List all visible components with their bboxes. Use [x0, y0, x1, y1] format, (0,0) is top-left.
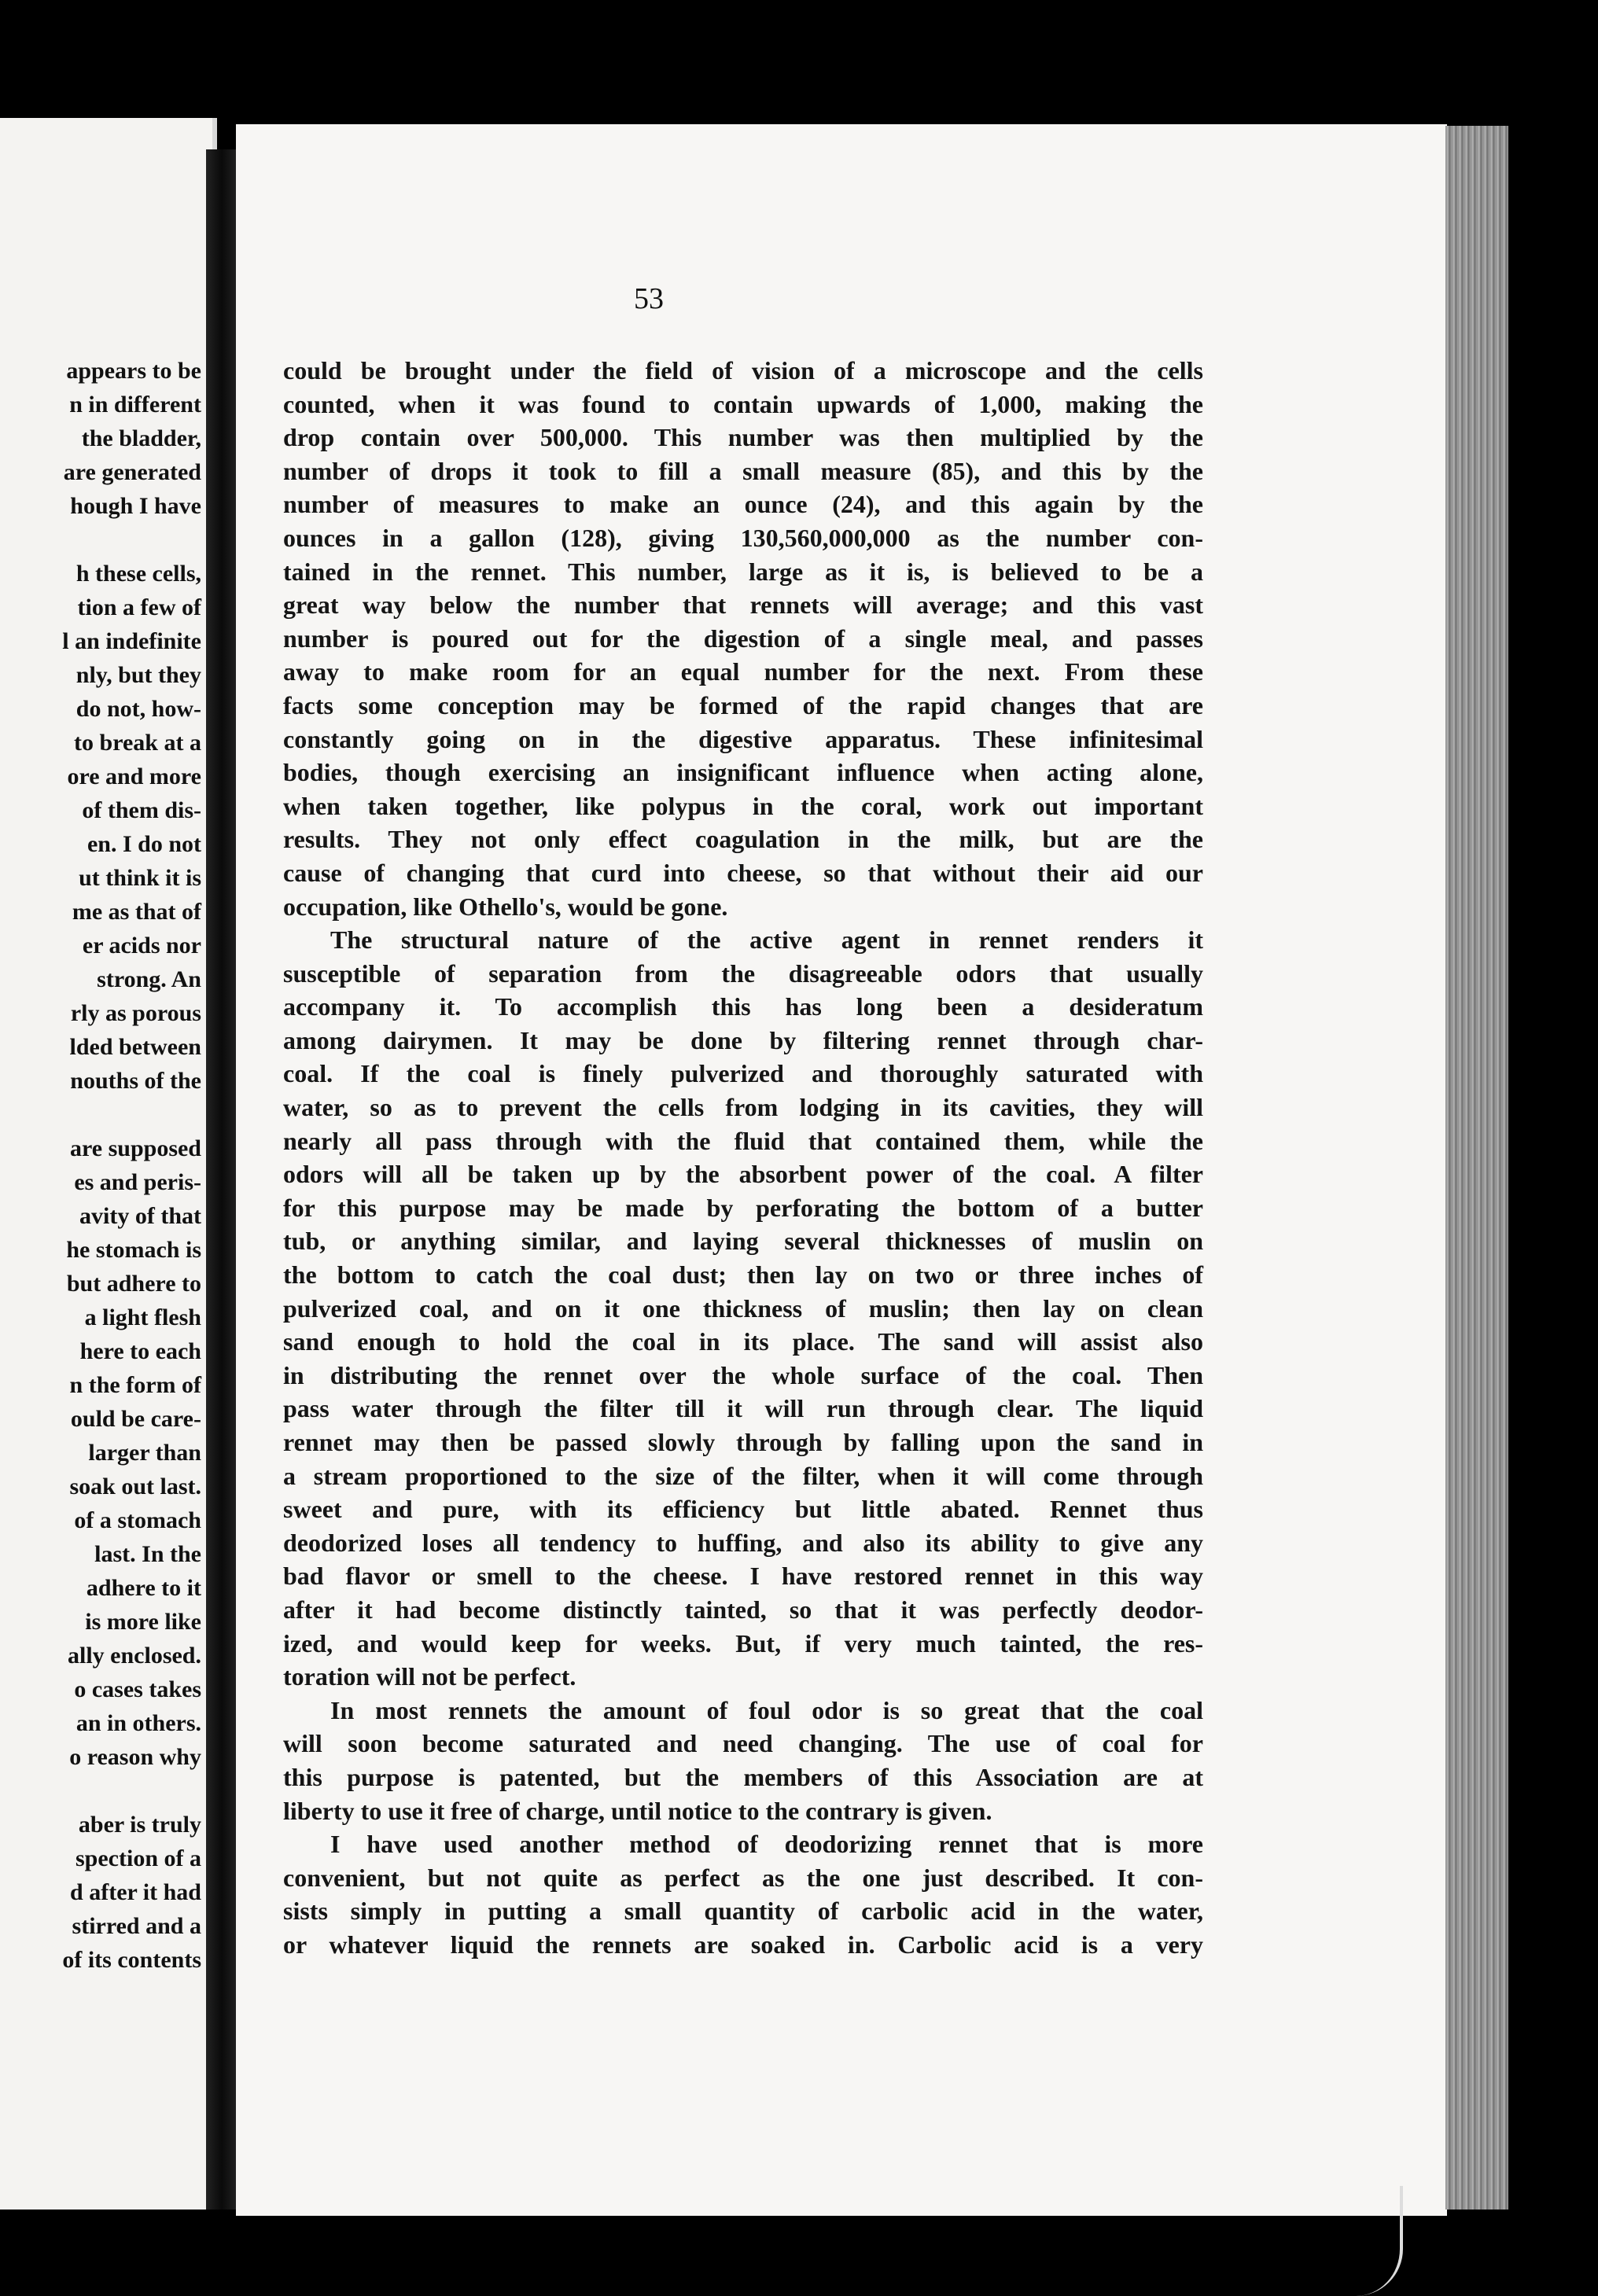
left-page-line: but adhere to [66, 1271, 201, 1297]
left-page-line: me as that of [72, 899, 201, 925]
left-facing-page [0, 118, 217, 2210]
left-page-line [0, 1774, 201, 1808]
text-line: for this purpose may be made by perforating the bottom of a butter [283, 1193, 1203, 1222]
left-page-line: the bladder, [81, 425, 201, 451]
left-page-line: n in different [69, 392, 201, 418]
text-line: bodies, though exercising an insignificant influence when acting alone, [283, 758, 1203, 787]
book-gutter [206, 149, 237, 2210]
left-page-line: soak out last. [69, 1474, 201, 1499]
left-page-line: ore and more [67, 763, 201, 789]
text-line: after it had become distinctly tainted, so that it was perfectly deodor- [283, 1595, 1203, 1624]
left-page-line: last. In the [94, 1541, 201, 1567]
text-line: convenient, but not quite as perfect as the one just described. It con- [283, 1863, 1203, 1892]
page-number-text: 53 [634, 282, 664, 315]
text-line: pulverized coal, and on it one thickness of muslin; then lay on clean [283, 1293, 1203, 1323]
right-page [236, 124, 1447, 2216]
text-line: sists simply in putting a small quantity of carbolic acid in the water, [283, 1897, 1203, 1926]
text-line: sand enough to hold the coal in its place. The sand will assist also [283, 1327, 1203, 1356]
left-page-line: er acids nor [82, 933, 201, 959]
left-page-line: en. I do not [87, 831, 201, 857]
text-line: toration will not be perfect. [283, 1662, 576, 1691]
text-line: occupation, like Othello's, would be gone. [283, 892, 728, 921]
text-line: great way below the number that rennets will average; and this vast [283, 591, 1203, 620]
left-page-line: lded between [69, 1034, 201, 1060]
left-page-line: here to each [79, 1338, 201, 1364]
left-page-line [0, 523, 201, 557]
text-line: nearly all pass through with the fluid that contained them, while the [283, 1126, 1203, 1155]
text-line: results. They not only effect coagulation in the milk, but are the [283, 825, 1203, 854]
text-line: could be brought under the field of vision of a microscope and the cells [283, 356, 1203, 385]
text-line: drop contain over 500,000. This number was then multiplied by the [283, 423, 1203, 452]
text-line: or whatever liquid the rennets are soaked in. Carbolic acid is a very [283, 1930, 1203, 1959]
text-line: deodorized loses all tendency to huffing, and also its ability to give any [283, 1528, 1203, 1557]
left-page-line: tion a few of [77, 594, 201, 620]
text-line: pass water through the filter till it will run through clear. The liquid [283, 1394, 1203, 1423]
text-line: this purpose is patented, but the members of this Association are at [283, 1762, 1203, 1791]
left-page-line: nly, but they [75, 662, 201, 688]
left-page-line: strong. An [97, 966, 201, 992]
text-line: number of drops it took to fill a small measure (85), and this by the [283, 456, 1203, 485]
left-page-line: do not, how- [75, 696, 201, 722]
left-page-line: is more like [85, 1609, 201, 1635]
left-page-line: avity of that [79, 1203, 201, 1229]
left-page-line: nouths of the [70, 1068, 201, 1094]
text-line: facts some conception may be formed of the rapid changes that are [283, 690, 1203, 719]
text-line: accompany it. To accomplish this has long been a desideratum [283, 992, 1203, 1021]
text-line: coal. If the coal is finely pulverized and thoroughly saturated with [283, 1059, 1203, 1088]
left-page-line: are supposed [70, 1135, 201, 1161]
left-page-line: o reason why [69, 1744, 201, 1770]
text-line: a stream proportioned to the size of the filter, when it will come through [283, 1461, 1203, 1490]
left-page-line: rly as porous [70, 1000, 201, 1026]
text-line: the bottom to catch the coal dust; then lay on two or three inches of [283, 1260, 1203, 1290]
text-line: in distributing the rennet over the whole surface of the coal. Then [283, 1360, 1203, 1389]
page-edges [1445, 126, 1508, 2210]
left-page-line: spection of a [75, 1845, 201, 1871]
left-page-line: ally enclosed. [68, 1643, 201, 1669]
text-line: ounces in a gallon (128), giving 130,560,000,000 as the number con- [283, 523, 1203, 552]
left-page-line: stirred and a [72, 1913, 201, 1939]
text-line: rennet may then be passed slowly through by falling upon the sand in [283, 1428, 1203, 1456]
text-line: number of measures to make an ounce (24), and this again by the [283, 490, 1203, 519]
left-page-line: ould be care- [70, 1406, 201, 1432]
left-page-line: to break at a [74, 730, 201, 756]
left-page-line: a light flesh [84, 1304, 201, 1330]
text-line: tub, or anything similar, and laying several thicknesses of muslin on [283, 1227, 1203, 1256]
left-page-line: h these cells, [75, 561, 201, 587]
left-page-line: an in others. [75, 1710, 201, 1736]
left-page-line: adhere to it [86, 1575, 201, 1601]
left-page-line: l an indefinite [62, 628, 201, 654]
left-page-line: larger than [88, 1440, 201, 1466]
text-line: susceptible of separation from the disagreeable odors that usually [283, 959, 1203, 988]
text-line: among dairymen. It may be done by filtering rennet through char- [283, 1025, 1203, 1054]
text-line: bad flavor or smell to the cheese. I have restored rennet in this way [283, 1562, 1203, 1591]
left-page-line: of its contents [62, 1947, 201, 1973]
left-page-line: o cases takes [74, 1676, 201, 1702]
text-line: I have used another method of deodorizing rennet that is more [330, 1830, 1203, 1859]
text-line: counted, when it was found to contain upwards of 1,000, making the [283, 389, 1203, 418]
left-page-line: n the form of [69, 1372, 201, 1398]
left-page-line: es and peris- [74, 1169, 201, 1195]
left-page-line: d after it had [70, 1879, 201, 1905]
text-line: when taken together, like polypus in the coral, work out important [283, 791, 1203, 820]
left-page-text [0, 354, 201, 1977]
page-curl-mark [1305, 2186, 1403, 2296]
left-page-line [0, 1098, 201, 1131]
text-line: sweet and pure, with its efficiency but little abated. Rennet thus [283, 1495, 1203, 1524]
text-line: constantly going on in the digestive apparatus. These infinitesimal [283, 724, 1203, 753]
left-page-line: are generated [63, 459, 201, 485]
body-text [283, 354, 1203, 1962]
left-page-line: aber is truly [78, 1812, 201, 1838]
left-page-line: ut think it is [79, 865, 201, 891]
text-line: number is poured out for the digestion of a single meal, and passes [283, 624, 1203, 653]
text-line: liberty to use it free of charge, until notice to the contrary is given. [283, 1796, 992, 1825]
text-line: will soon become saturated and need changing. The use of coal for [283, 1729, 1203, 1758]
text-line: cause of changing that curd into cheese, so that without their aid our [283, 858, 1203, 887]
left-page-line: of a stomach [74, 1507, 201, 1533]
page-number [236, 281, 1447, 316]
left-page-line: he stomach is [66, 1237, 201, 1263]
text-line: The structural nature of the active agent in rennet renders it [330, 925, 1203, 955]
text-line: away to make room for an equal number for the next. From these [283, 657, 1203, 686]
text-line: tained in the rennet. This number, large as it is, is believed to be a [283, 557, 1203, 586]
text-line: water, so as to prevent the cells from lodging in its cavities, they will [283, 1093, 1203, 1122]
text-line: odors will all be taken up by the absorbent power of the coal. A filter [283, 1160, 1203, 1189]
text-line: ized, and would keep for weeks. But, if very much tainted, the res- [283, 1628, 1203, 1658]
left-page-line: of them dis- [82, 797, 201, 823]
text-line: In most rennets the amount of foul odor is so great that the coal [330, 1695, 1203, 1724]
left-page-line: hough I have [70, 493, 201, 519]
left-page-line: appears to be [66, 358, 201, 384]
